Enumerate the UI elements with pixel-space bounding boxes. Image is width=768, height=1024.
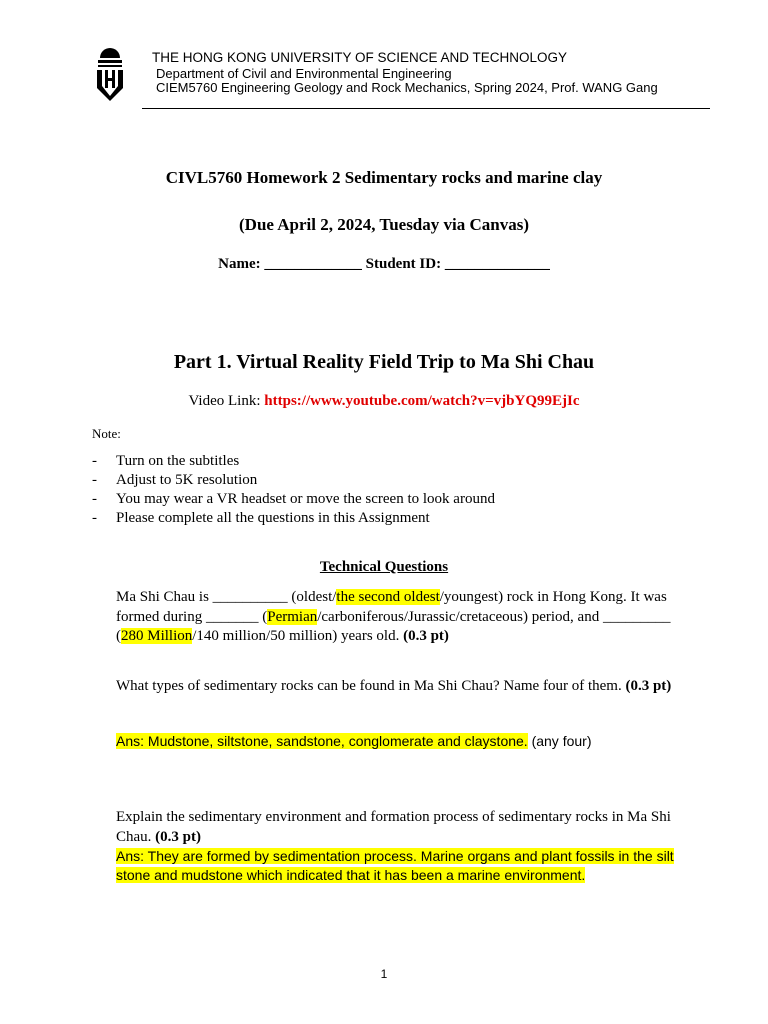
- q1-text-4: /140 million/50 million) years old.: [192, 628, 404, 644]
- list-item: [92, 471, 495, 490]
- q3-answer-text: Ans: They are formed by sedimentation process. Marine organs and plant fossils in the silt stone and mudstone which indicated that it has been a marine environment.: [116, 848, 674, 883]
- video-link[interactable]: https://www.youtube.com/watch?v=vjbYQ99EjIc: [264, 393, 580, 409]
- q1-text-2: /youngest) rock in Hong Kong. It was formed during _______ (: [116, 589, 667, 625]
- hkust-logo-icon: [94, 46, 126, 102]
- q2-text: What types of sedimentary rocks can be found in Ma Shi Chau? Name four of them.: [116, 678, 626, 694]
- q1-highlight-2: Permian: [267, 608, 318, 625]
- department-name: Department of Civil and Environmental Engineering: [156, 66, 452, 81]
- list-item-text: Please complete all the questions in this Assignment: [116, 510, 430, 526]
- bullet-dash: -: [92, 510, 97, 526]
- list-item: [92, 452, 495, 471]
- video-link-label: Video Link:: [188, 393, 265, 409]
- list-item: [92, 509, 495, 528]
- q3-points: (0.3 pt): [155, 828, 201, 845]
- q1-highlight-1: the second oldest: [336, 589, 440, 605]
- video-link-line: [0, 393, 768, 410]
- q2-answer-note: (any four): [527, 733, 592, 749]
- homework-title: CIVL5760 Homework 2 Sedimentary rocks and marine clay: [165, 168, 603, 187]
- q2-answer: Ans: Mudstone, siltstone, sandstone, conglomerate and claystone.: [116, 733, 528, 749]
- part1-heading: Part 1. Virtual Reality Field Trip to Ma Shi Chau: [173, 351, 595, 373]
- page-number: 1: [380, 967, 388, 981]
- question-2: [116, 677, 676, 697]
- q1-text-1: Ma Shi Chau is __________ (oldest/: [116, 589, 337, 605]
- list-item-text: You may wear a VR headset or move the screen to look around: [116, 491, 495, 507]
- list-item: [92, 490, 495, 509]
- bullet-dash: -: [92, 491, 97, 507]
- bullet-dash: -: [92, 453, 97, 469]
- list-item-text: Adjust to 5K resolution: [116, 472, 258, 488]
- q2-points: (0.3 pt): [625, 678, 672, 694]
- q1-text-3: /carboniferous/Jurassic/cretaceous) period, and _________ (: [116, 608, 671, 644]
- university-name: THE HONG KONG UNIVERSITY OF SCIENCE AND TECHNOLOGY: [152, 50, 568, 65]
- note-label: Note:: [92, 426, 121, 441]
- question-3: [116, 808, 676, 847]
- note-list: [92, 452, 495, 528]
- q3-answer: [116, 847, 696, 885]
- technical-questions-heading: Technical Questions: [319, 559, 449, 575]
- q3-text: Explain the sedimentary environment and formation process of sedimentary rocks in Ma Shi Chau.: [116, 809, 671, 845]
- list-item-text: Turn on the subtitles: [116, 453, 240, 469]
- due-date: (Due April 2, 2024, Tuesday via Canvas): [239, 215, 529, 234]
- q1-highlight-3: 280 Million: [121, 628, 193, 644]
- name-student-id-line: Name: _____________ Student ID: ______________: [218, 256, 550, 272]
- question-1: [116, 588, 676, 647]
- q1-points: (0.3 pt): [403, 628, 449, 644]
- course-name: CIEM5760 Engineering Geology and Rock Mechanics, Spring 2024, Prof. WANG Gang: [156, 80, 658, 95]
- bullet-dash: -: [92, 472, 97, 488]
- q2-answer-line: [116, 732, 676, 752]
- header-divider: [142, 108, 710, 109]
